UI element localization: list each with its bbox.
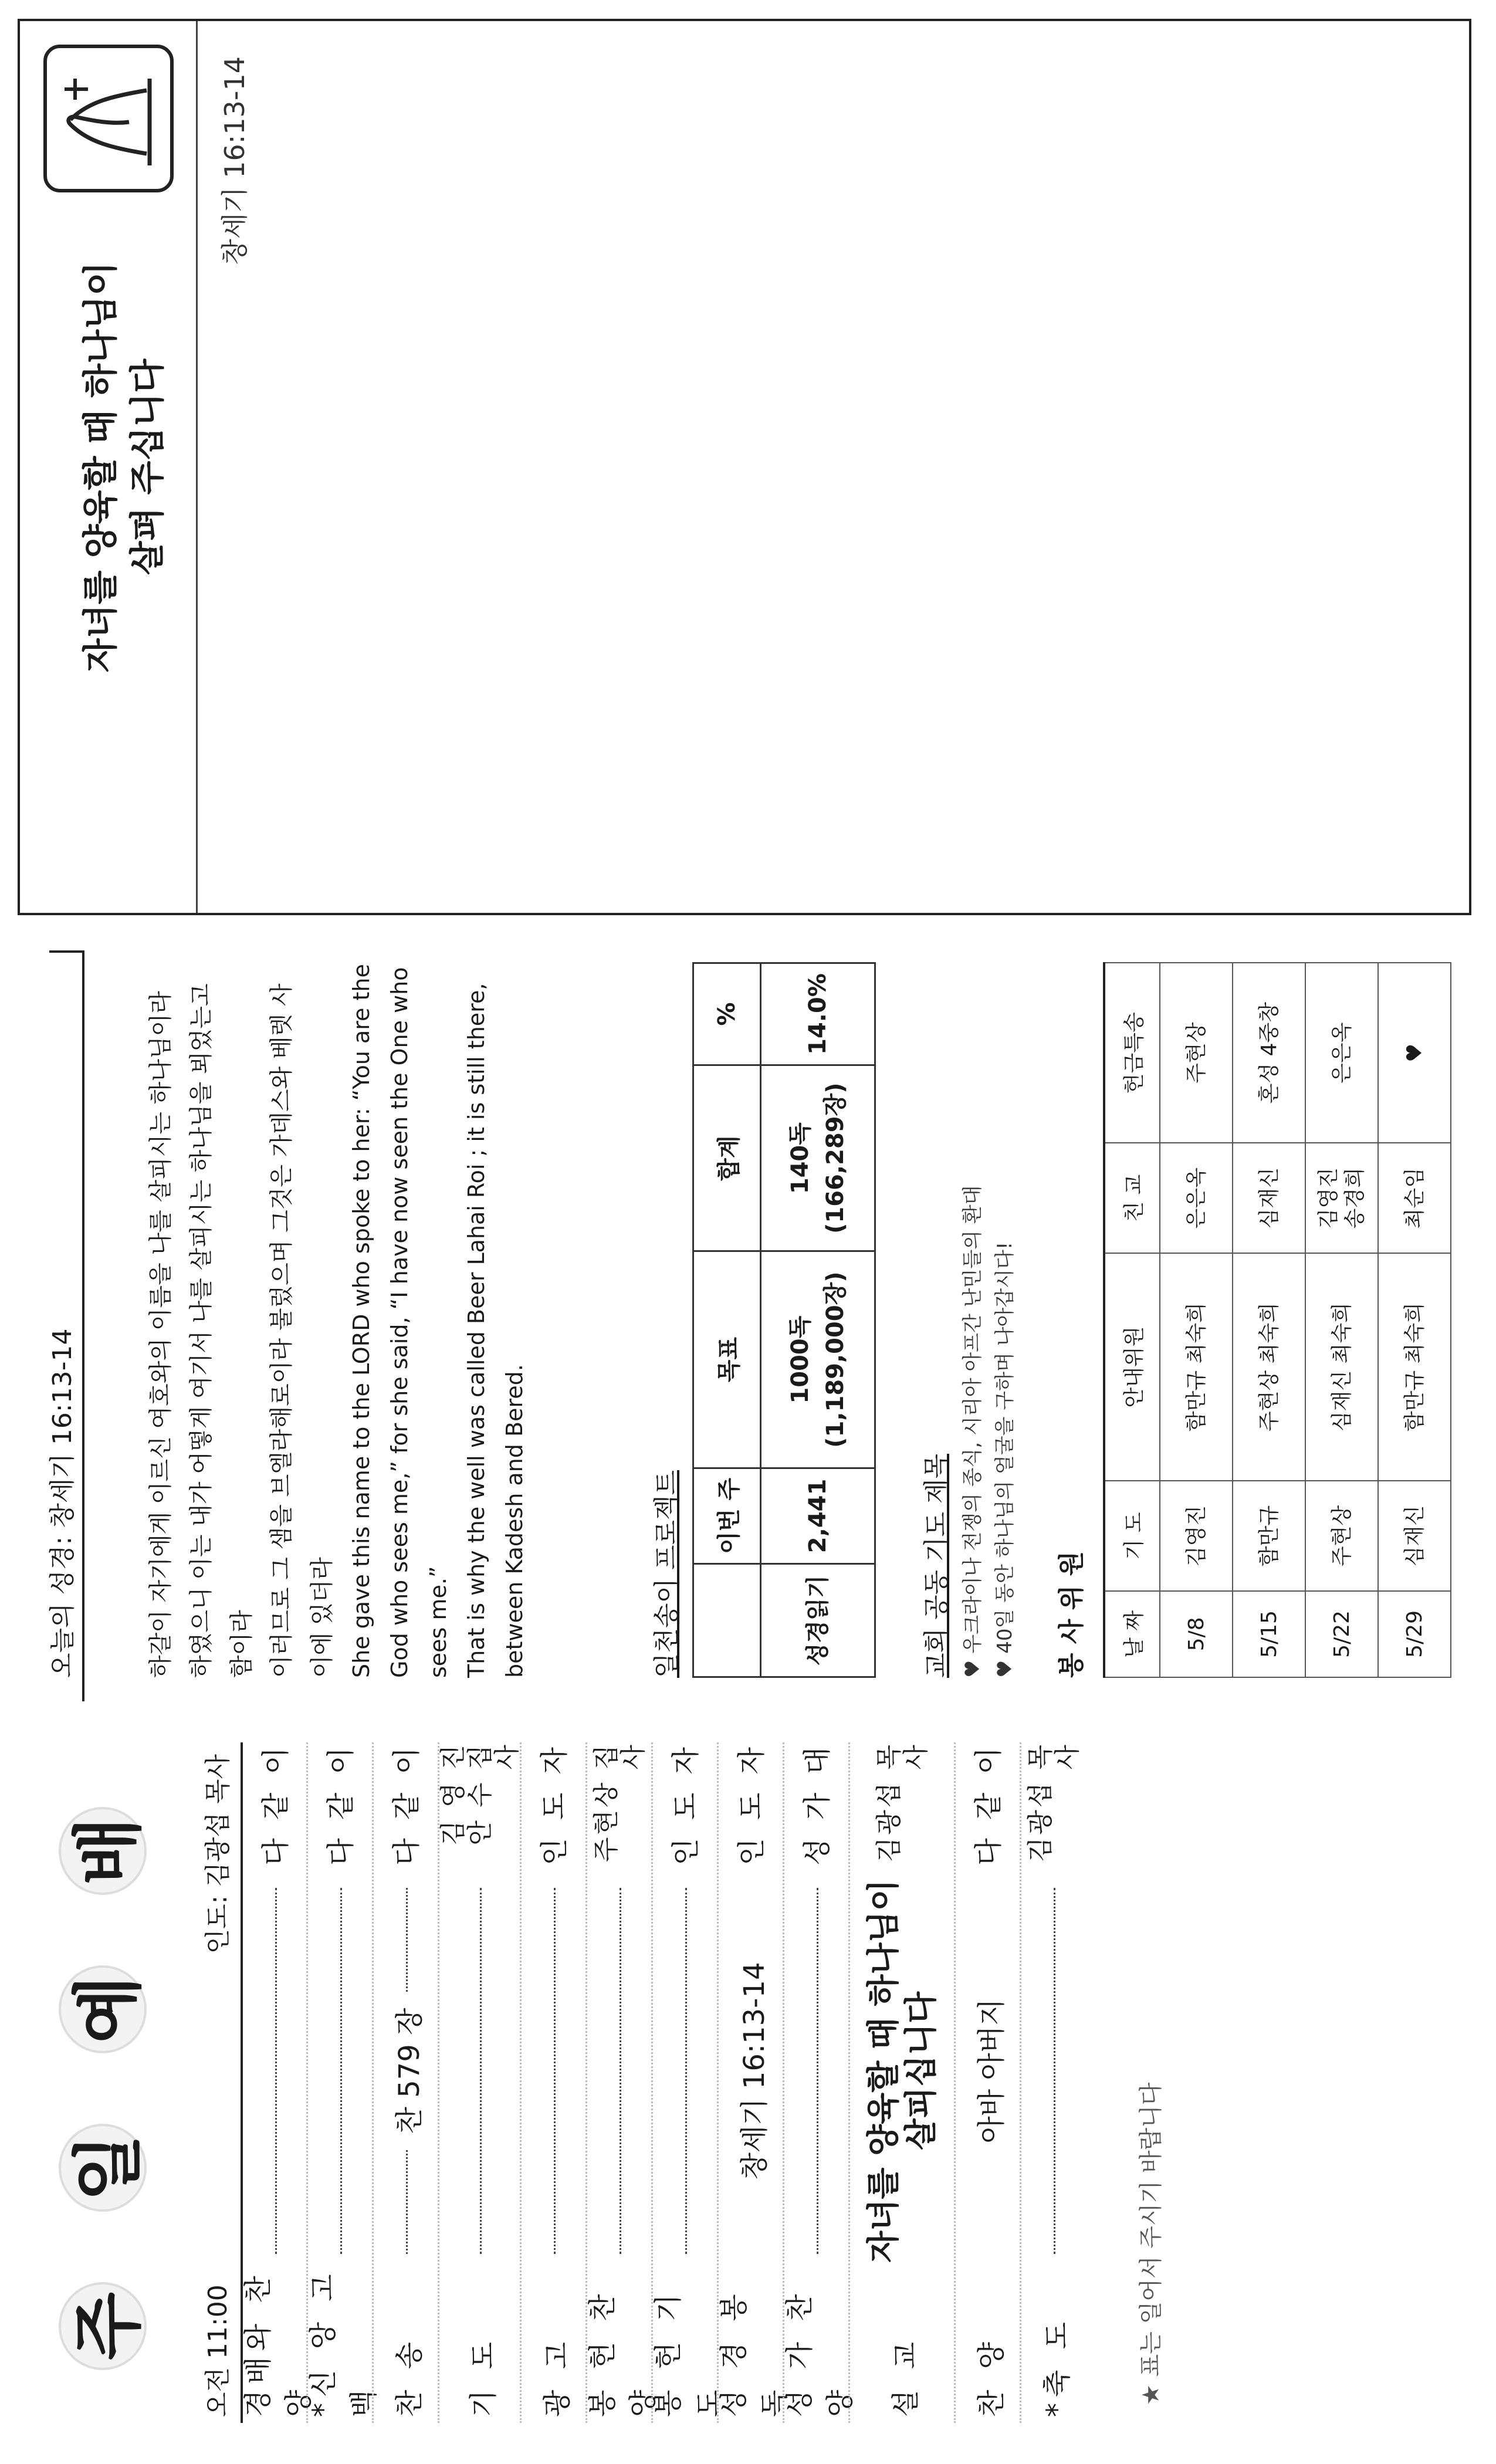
service-row-label: 성 경 봉 독 — [717, 2288, 791, 2417]
service-row — [783, 1742, 857, 2423]
sermon-card-title: 자녀를 양육할 때 하나님이 — [80, 261, 121, 673]
service-row-person: 김광섭 목사 — [1025, 1742, 1082, 1863]
service-row-label: 경배와 찬양 — [242, 2270, 315, 2417]
service-row-person: 성 가 대 — [800, 1742, 834, 1866]
service-row-person: 다 같 이 — [972, 1742, 1005, 1866]
service-row-person: 김 영 진 안 수 집 사 — [438, 1742, 523, 1846]
service-row — [372, 1742, 439, 2423]
service-title-char: 주 — [59, 2282, 147, 2370]
project-title: 일천송이 프로젝트 — [652, 1470, 682, 1678]
project-header: 이번 주 — [693, 1468, 761, 1563]
order-of-service — [18, 1731, 1461, 2441]
service-row — [306, 1742, 380, 2423]
dotted-leader — [554, 1888, 556, 2254]
service-title-char: 일 — [59, 2124, 147, 2212]
sermon-card-reference: 창세기 16:13-14 — [219, 56, 251, 265]
prayer-item — [989, 1242, 1017, 1678]
service-row-person: 인 도 자 — [537, 1742, 571, 1866]
service-row — [585, 1742, 659, 2423]
service-row-label: 봉 헌 기 도 — [652, 2288, 725, 2417]
dotted-leader — [406, 2150, 408, 2254]
heart-icon: ♥ — [961, 1653, 984, 1678]
duty-cell: 5/22 — [1305, 1591, 1378, 1677]
service-row-person: 인 도 자 — [735, 1742, 768, 1866]
service-row-label: 기 도 — [466, 2336, 500, 2417]
prayer-item-text: 우크라이나 전쟁의 종식, 시리아 아프간 난민들의 환대 — [961, 1185, 984, 1654]
scripture-passage — [141, 962, 534, 1678]
project-total: 140독 (166,289장) — [761, 1065, 875, 1251]
duty-header: 친 교 — [1104, 1143, 1160, 1253]
project-this-week: 2,441 — [761, 1468, 875, 1563]
service-leader: 인도: 김광섭 목사 — [203, 1754, 233, 1954]
duty-cell: 최순임 — [1378, 1143, 1451, 1253]
service-row — [954, 1742, 1021, 2423]
service-row-label: 봉 헌 찬 양 — [586, 2288, 659, 2417]
dotted-leader — [620, 1888, 621, 2254]
service-row — [1020, 1742, 1087, 2423]
duty-cell: 은은옥 — [1160, 1143, 1233, 1253]
dotted-leader — [1054, 1888, 1055, 2254]
service-row — [520, 1742, 587, 2423]
duty-cell: 심재신 최숙희 — [1305, 1253, 1378, 1481]
service-row-label: *신 앙 고 백 — [307, 2268, 380, 2417]
duty-cell: 함만규 — [1233, 1481, 1305, 1591]
dotted-leader — [406, 1888, 408, 1992]
praying-hands-icon — [43, 45, 174, 192]
service-title-char: 배 — [59, 1807, 147, 1895]
table-row — [1160, 963, 1233, 1677]
project-goal: 1000독 (1,189,000장) — [761, 1251, 875, 1468]
duty-cell: 주현상 — [1160, 963, 1233, 1143]
duty-cell: 5/15 — [1233, 1591, 1305, 1677]
scripture-rule — [82, 950, 84, 1701]
service-row-label: *축 도 — [1040, 2316, 1074, 2417]
duty-cell: 함만규 최숙희 — [1378, 1253, 1451, 1481]
duty-cell: ♥ — [1378, 963, 1451, 1143]
duty-cell: 은은옥 — [1305, 963, 1378, 1143]
table-row — [1378, 963, 1451, 1677]
duty-header: 안내위원 — [1104, 1253, 1160, 1481]
duty-cell: 심재신 — [1378, 1481, 1451, 1591]
passage-english-verse: She gave this name to the LORD who spoke to her: “You are the God who sees me,” for she said, “I have now seen the One who sees me.” — [348, 964, 451, 1678]
service-row-person: 다 같 이 — [390, 1742, 423, 1866]
duty-cell: 5/29 — [1378, 1591, 1451, 1677]
duty-cell: 주현상 — [1305, 1481, 1378, 1591]
table-row — [1305, 963, 1378, 1677]
service-row-detail: 창세기 16:13-14 — [737, 1962, 771, 2180]
service-row-label: 찬 양 — [974, 2336, 1008, 2417]
dotted-leader — [480, 1888, 482, 2254]
sermon-card-title: 살펴 주십니다 — [127, 358, 168, 576]
dotted-leader — [340, 1888, 342, 2254]
passage-english-verse: That is why the well was called Beer Lahai Roi ; it is still there, between Kadesh and Bered. — [463, 983, 528, 1678]
service-row — [241, 1742, 315, 2423]
service-row-person: 다 같 이 — [324, 1742, 357, 1866]
heart-icon: ♥ — [993, 1653, 1017, 1678]
duty-title: 봉 사 위 원 — [1057, 1551, 1087, 1678]
duty-cell: 심재신 — [1233, 1143, 1305, 1253]
project-header: 목표 — [693, 1251, 761, 1468]
table-row — [1233, 963, 1305, 1677]
prayer-title: 교회 공동 기도 제목 — [922, 1454, 952, 1678]
service-row — [848, 1742, 956, 2423]
service-row-label: 광 고 — [540, 2336, 574, 2417]
service-row-person: 인 도 자 — [669, 1742, 702, 1866]
duty-header: 기 도 — [1104, 1481, 1160, 1591]
service-row-label: 성 가 찬 양 — [783, 2288, 857, 2417]
duty-cell: 혼성 4중창 — [1233, 963, 1305, 1143]
duty-cell: 주현상 최숙희 — [1233, 1253, 1305, 1481]
duty-cell: 5/8 — [1160, 1591, 1233, 1677]
duty-table — [1103, 962, 1451, 1678]
service-row-label: 찬 송 — [392, 2336, 426, 2417]
duty-cell: 김영진 송경희 — [1305, 1143, 1378, 1253]
service-time: 오전 11:00 — [203, 2284, 233, 2417]
service-row-detail: 찬 579 장 — [392, 2008, 426, 2134]
duty-header: 헌금특송 — [1104, 963, 1160, 1143]
service-row — [438, 1742, 522, 2423]
duty-cell: 함만규 최숙희 — [1160, 1253, 1233, 1481]
standing-note: ★ 표는 일어서 주시기 바랍니다 — [1138, 2082, 1165, 2405]
dotted-leader — [685, 1888, 687, 2254]
prayer-item — [956, 1185, 985, 1678]
project-row-label: 성경읽기 — [761, 1563, 875, 1677]
service-title-char: 예 — [59, 1965, 147, 2053]
project-header: % — [693, 963, 761, 1065]
scripture-reference: 오늘의 성경: 창세기 16:13-14 — [48, 1328, 77, 1678]
duty-header: 날 짜 — [1104, 1591, 1160, 1677]
sermon-card — [18, 19, 1471, 915]
project-header: 합계 — [693, 1065, 761, 1251]
service-row-person: 다 같 이 — [259, 1742, 292, 1866]
service-row-label: 설 교 — [889, 2336, 922, 2417]
prayer-item-text: 40일 동안 하나님의 얼굴을 구하며 나아갑시다! — [993, 1241, 1017, 1654]
service-row-detail: 아바 아버지 — [974, 1998, 1008, 2144]
passage-korean-verse: 이러므로 그 샘을 브엘라해로이라 불렀으며 그것은 가데스와 베렛 사이에 있더라 — [268, 983, 336, 1678]
service-row — [651, 1742, 725, 2423]
info-column — [18, 939, 1461, 1701]
service-row-person: 주현상 집사 — [591, 1742, 648, 1863]
duty-cell: 김영진 — [1160, 1481, 1233, 1591]
sermon-card-rule — [196, 21, 198, 913]
passage-korean-verse: 하갈이 자기에게 이르신 여호와의 이름을 나를 살피시는 하나님이라 하였으니 이는 내가 어떻게 여기서 나를 살피시는 하나님을 뵈었는고 함이라 — [147, 983, 255, 1678]
project-percent: 14.0% — [761, 963, 875, 1065]
service-row — [717, 1742, 791, 2423]
dotted-leader — [275, 1888, 277, 2254]
project-header — [693, 1563, 761, 1677]
dotted-leader — [817, 1888, 818, 2254]
sermon-title: 자녀를 양육할 때 하나님이 살피십니다 — [864, 1879, 940, 2263]
service-row-person: 김광섭 목사 — [874, 1742, 931, 1863]
project-table — [692, 962, 876, 1678]
